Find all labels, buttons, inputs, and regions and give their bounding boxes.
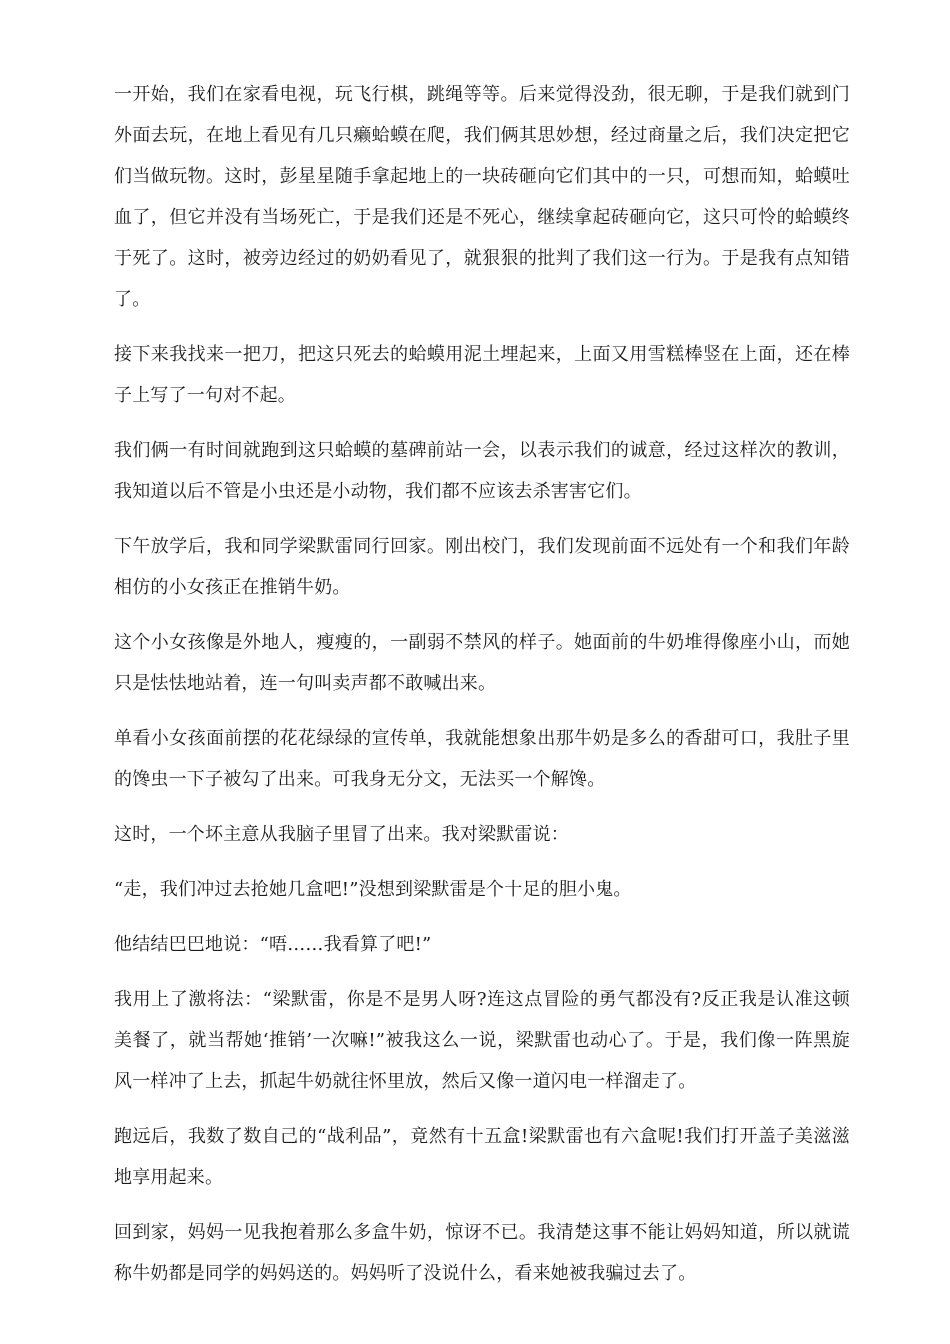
paragraph-9: 他结结巴巴地说：“唔……我看算了吧!”: [114, 934, 432, 955]
paragraph-3: 我们俩一有时间就跑到这只蛤蟆的墓碑前站一会，以表示我们的诚意，经过这样次的教训，我知道以后不管是小虫还是小动物，我们都不应该去杀害害它们。: [114, 440, 850, 502]
paragraph-6: 单看小女孩面前摆的花花绿绿的宣传单，我就能想象出那牛奶是多么的香甜可口，我肚子里的馋虫一下子被勾了出来。可我身无分文，无法买一个解馋。: [114, 728, 850, 790]
paragraph-5: 这个小女孩像是外地人，瘦瘦的，一副弱不禁风的样子。她面前的牛奶堆得像座小山，而她只是怯怯地站着，连一句叫卖声都不敢喊出来。: [114, 632, 850, 694]
paragraph-8: “走，我们冲过去抢她几盒吧!”没想到梁默雷是个十足的胆小鬼。: [114, 879, 632, 900]
paragraph-2: 接下来我找来一把刀，把这只死去的蛤蟆用泥土埋起来，上面又用雪糕棒竖在上面，还在棒子上写了一句对不起。: [114, 344, 850, 406]
paragraph-12: 回到家，妈妈一见我抱着那么多盒牛奶，惊讶不已。我清楚这事不能让妈妈知道，所以就谎称牛奶都是同学的妈妈送的。妈妈听了没说什么，看来她被我骗过去了。: [114, 1222, 850, 1284]
paragraph-7: 这时，一个坏主意从我脑子里冒了出来。我对梁默雷说：: [114, 824, 569, 845]
paragraph-4: 下午放学后，我和同学梁默雷同行回家。刚出校门，我们发现前面不远处有一个和我们年龄相仿的小女孩正在推销牛奶。: [114, 536, 850, 598]
document-body: [114, 74, 850, 1308]
paragraph-1: 一开始，我们在家看电视，玩飞行棋，跳绳等等。后来觉得没劲，很无聊，于是我们就到门外面去玩，在地上看见有几只癞蛤蟆在爬，我们俩其思妙想，经过商量之后，我们决定把它们当做玩物。这时，彭星星随手拿起地上的一块砖砸向它们其中的一只，可想而知，蛤蟆吐血了，但它并没有当场死亡，于是我们还是不死心，继续拿起砖砸向它，这只可怜的蛤蟆终于死了。这时，被旁边经过的奶奶看见了，就狠狠的批判了我们这一行为。于是我有点知错了。: [114, 84, 850, 310]
paragraph-11: 跑远后，我数了数自己的“战利品”，竟然有十五盒!梁默雷也有六盒呢!我们打开盖子美滋滋地享用起来。: [114, 1126, 850, 1188]
paragraph-10: 我用上了激将法：“梁默雷，你是不是男人呀?连这点冒险的勇气都没有?反正我是认准这顿美餐了，就当帮她‘推销’一次嘛!”被我这么一说，梁默雷也动心了。于是，我们像一阵黑旋风一样冲了上去，抓起牛奶就往怀里放，然后又像一道闪电一样溜走了。: [114, 989, 850, 1092]
